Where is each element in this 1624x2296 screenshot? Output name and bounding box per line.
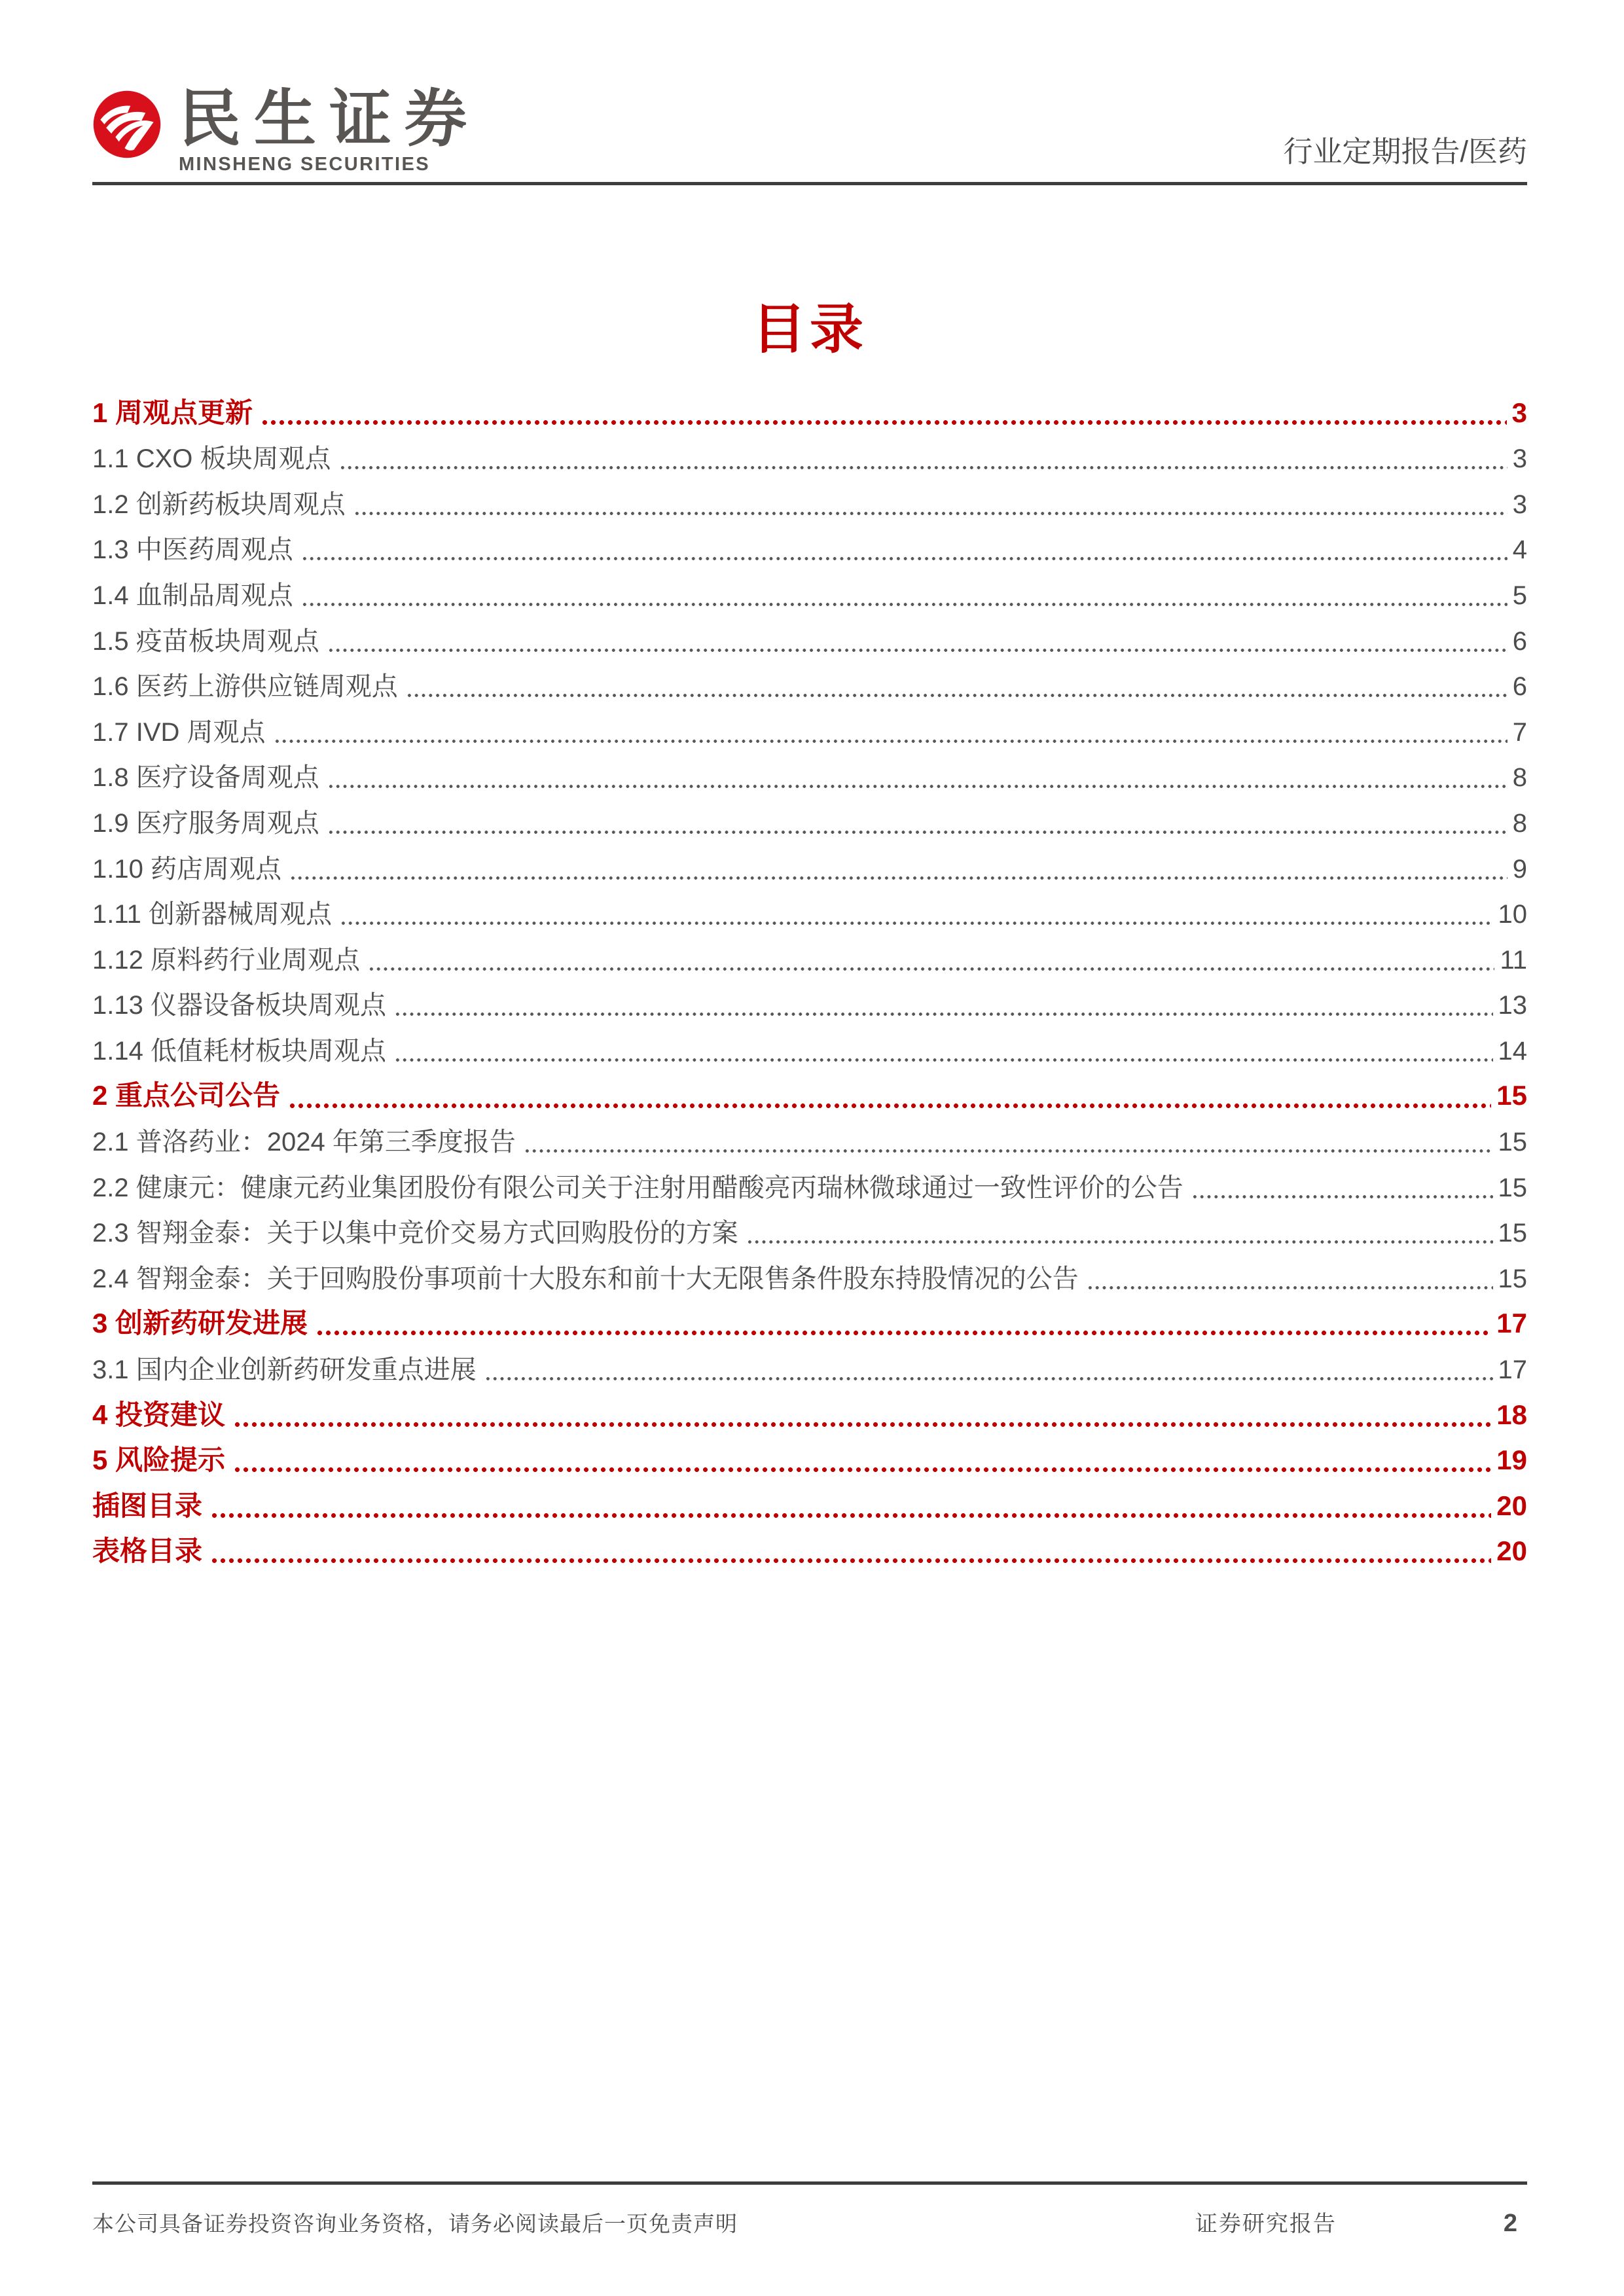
toc-leader-dots <box>340 920 1493 926</box>
toc-entry[interactable] <box>92 847 1527 893</box>
toc-leader-dots <box>210 1512 1491 1519</box>
toc-page-number: 20 <box>1496 1490 1527 1521</box>
toc-entry-label: 插图目录 <box>92 1490 203 1521</box>
toc-leader-dots <box>327 783 1507 789</box>
toc-entry[interactable] <box>92 1075 1527 1121</box>
toc-page-number: 13 <box>1498 991 1527 1020</box>
footer-page-number: 2 <box>1503 2210 1517 2237</box>
footer-disclaimer: 本公司具备证券投资咨询业务资格，请务必阅读最后一页免责声明 <box>92 2212 738 2236</box>
toc-entry-label: 2.4 智翔金泰：关于回购股份事项前十大股东和前十大无限售条件股东持股情况的公告 <box>92 1264 1079 1293</box>
toc-entry-label: 4 投资建议 <box>92 1399 226 1430</box>
toc-entry[interactable] <box>92 1484 1527 1530</box>
toc-leader-dots <box>316 1329 1491 1336</box>
toc-entry-label: 1.5 疫苗板块周观点 <box>92 626 319 656</box>
toc-page-number: 6 <box>1512 626 1527 656</box>
toc-entry-label: 1.2 创新药板块周观点 <box>92 490 346 519</box>
toc-entry[interactable] <box>92 573 1527 619</box>
toc-page-number: 18 <box>1496 1399 1527 1430</box>
toc-leader-dots <box>289 875 1507 881</box>
toc-entry-label: 2.3 智翔金泰：关于以集中竞价交易方式回购股份的方案 <box>92 1219 738 1248</box>
toc-entry-label: 1.14 低值耗材板块周观点 <box>92 1036 386 1066</box>
toc-entry[interactable] <box>92 938 1527 984</box>
footer-divider <box>92 2181 1527 2185</box>
toc-entry-label: 1.1 CXO 板块周观点 <box>92 444 331 474</box>
toc-page-number: 15 <box>1498 1219 1527 1248</box>
toc-page-number: 8 <box>1512 763 1527 793</box>
toc-leader-dots <box>406 692 1507 698</box>
logo-name-cn: 民生证券 <box>179 84 480 154</box>
toc-page-number: 19 <box>1496 1444 1527 1476</box>
toc-entry-label: 2 重点公司公告 <box>92 1080 281 1111</box>
toc-list <box>92 391 1527 1575</box>
minsheng-logo-icon <box>92 90 162 159</box>
toc-entry-label: 1.8 医疗设备周观点 <box>92 763 319 793</box>
toc-page-number: 4 <box>1512 535 1527 565</box>
toc-page-number: 17 <box>1496 1308 1527 1339</box>
toc-entry[interactable] <box>92 665 1527 711</box>
footer-right <box>1195 2206 1527 2238</box>
toc-entry-label: 表格目录 <box>92 1535 203 1567</box>
page-footer <box>92 2181 1527 2238</box>
toc-entry[interactable] <box>92 437 1527 483</box>
toc-page-number: 9 <box>1512 854 1527 884</box>
toc-entry[interactable] <box>92 756 1527 802</box>
toc-entry[interactable] <box>92 1166 1527 1211</box>
toc-page-number: 15 <box>1498 1173 1527 1202</box>
toc-leader-dots <box>233 1421 1491 1428</box>
toc-page-number: 3 <box>1511 397 1527 428</box>
toc-page-number: 15 <box>1498 1128 1527 1157</box>
toc-entry-label: 2.1 普洛药业：2024 年第三季度报告 <box>92 1128 516 1157</box>
toc-leader-dots <box>301 601 1507 607</box>
toc-leader-dots <box>327 647 1507 653</box>
toc-leader-dots <box>484 1376 1493 1382</box>
toc-entry[interactable] <box>92 1257 1527 1302</box>
report-type-label: 行业定期报告/医药 <box>1283 135 1527 168</box>
toc-page-number: 7 <box>1512 717 1527 747</box>
toc-entry[interactable] <box>92 1211 1527 1257</box>
toc-page-number: 15 <box>1498 1264 1527 1293</box>
toc-leader-dots <box>327 829 1507 835</box>
toc-entry[interactable] <box>92 391 1527 437</box>
toc-entry[interactable] <box>92 984 1527 1030</box>
toc-entry[interactable] <box>92 1029 1527 1075</box>
toc-leader-dots <box>394 1011 1493 1017</box>
toc-leader-dots <box>524 1148 1493 1154</box>
toc-page-number: 3 <box>1512 444 1527 474</box>
toc-page-number: 11 <box>1500 945 1527 975</box>
toc-entry[interactable] <box>92 1302 1527 1348</box>
minsheng-logo <box>92 84 480 175</box>
toc-leader-dots <box>353 511 1507 516</box>
toc-entry-label: 1.10 药店周观点 <box>92 854 281 884</box>
toc-entry-label: 1.12 原料药行业周观点 <box>92 945 360 975</box>
toc-entry[interactable] <box>92 1439 1527 1485</box>
toc-entry-label: 1 周观点更新 <box>92 397 253 428</box>
toc-entry[interactable] <box>92 801 1527 847</box>
toc-page-number: 14 <box>1498 1036 1527 1066</box>
toc-entry-label: 1.11 创新器械周观点 <box>92 900 332 929</box>
toc-leader-dots <box>339 465 1507 471</box>
logo-name-en: MINSHENG SECURITIES <box>179 154 430 175</box>
toc-leader-dots <box>274 738 1507 744</box>
toc-leader-dots <box>746 1239 1493 1245</box>
toc-entry[interactable] <box>92 528 1527 574</box>
toc-page-number: 15 <box>1496 1080 1527 1111</box>
toc-entry[interactable] <box>92 1121 1527 1166</box>
toc-title: 目录 <box>751 300 867 359</box>
toc-leader-dots <box>233 1466 1491 1473</box>
toc-leader-dots <box>288 1102 1491 1109</box>
toc-entry-label: 1.13 仪器设备板块周观点 <box>92 991 386 1020</box>
toc-entry[interactable] <box>92 619 1527 665</box>
toc-entry-label: 1.7 IVD 周观点 <box>92 717 266 747</box>
toc-entry[interactable] <box>92 1348 1527 1393</box>
toc-page-number: 8 <box>1512 808 1527 838</box>
toc-page-number: 6 <box>1512 672 1527 702</box>
toc-leader-dots <box>1087 1285 1493 1291</box>
toc-entry[interactable] <box>92 893 1527 939</box>
toc-entry[interactable] <box>92 1530 1527 1576</box>
toc-page-number: 20 <box>1496 1535 1527 1567</box>
toc-page-number: 3 <box>1512 490 1527 519</box>
toc-entry-label: 3 创新药研发进展 <box>92 1308 308 1339</box>
footer-report-label: 证券研究报告 <box>1195 2212 1337 2236</box>
toc-leader-dots <box>210 1557 1491 1564</box>
toc-entry-label: 5 风险提示 <box>92 1444 226 1476</box>
footer-row <box>92 2206 1527 2238</box>
toc-entry-label: 1.6 医药上游供应链周观点 <box>92 672 398 702</box>
toc-leader-dots <box>261 419 1507 426</box>
toc-page-number: 17 <box>1498 1355 1527 1385</box>
toc-entry-label: 1.9 医疗服务周观点 <box>92 808 319 838</box>
toc-page-number: 5 <box>1512 581 1527 610</box>
toc-entry-label: 1.3 中医药周观点 <box>92 535 293 565</box>
toc-page-number: 10 <box>1498 900 1527 929</box>
toc-leader-dots <box>1191 1194 1493 1200</box>
toc-leader-dots <box>368 966 1495 972</box>
toc-entry-label: 1.4 血制品周观点 <box>92 581 293 610</box>
toc-entry-label: 3.1 国内企业创新药研发重点进展 <box>92 1355 477 1385</box>
page-header <box>92 84 1527 185</box>
minsheng-logo-text <box>179 84 480 175</box>
toc-entry[interactable] <box>92 1393 1527 1439</box>
toc-entry-label: 2.2 健康元：健康元药业集团股份有限公司关于注射用醋酸亮丙瑞林微球通过一致性评价的公告 <box>92 1173 1183 1202</box>
toc-leader-dots <box>394 1057 1493 1063</box>
toc-entry[interactable] <box>92 710 1527 756</box>
toc-leader-dots <box>301 556 1507 562</box>
toc-entry[interactable] <box>92 482 1527 528</box>
